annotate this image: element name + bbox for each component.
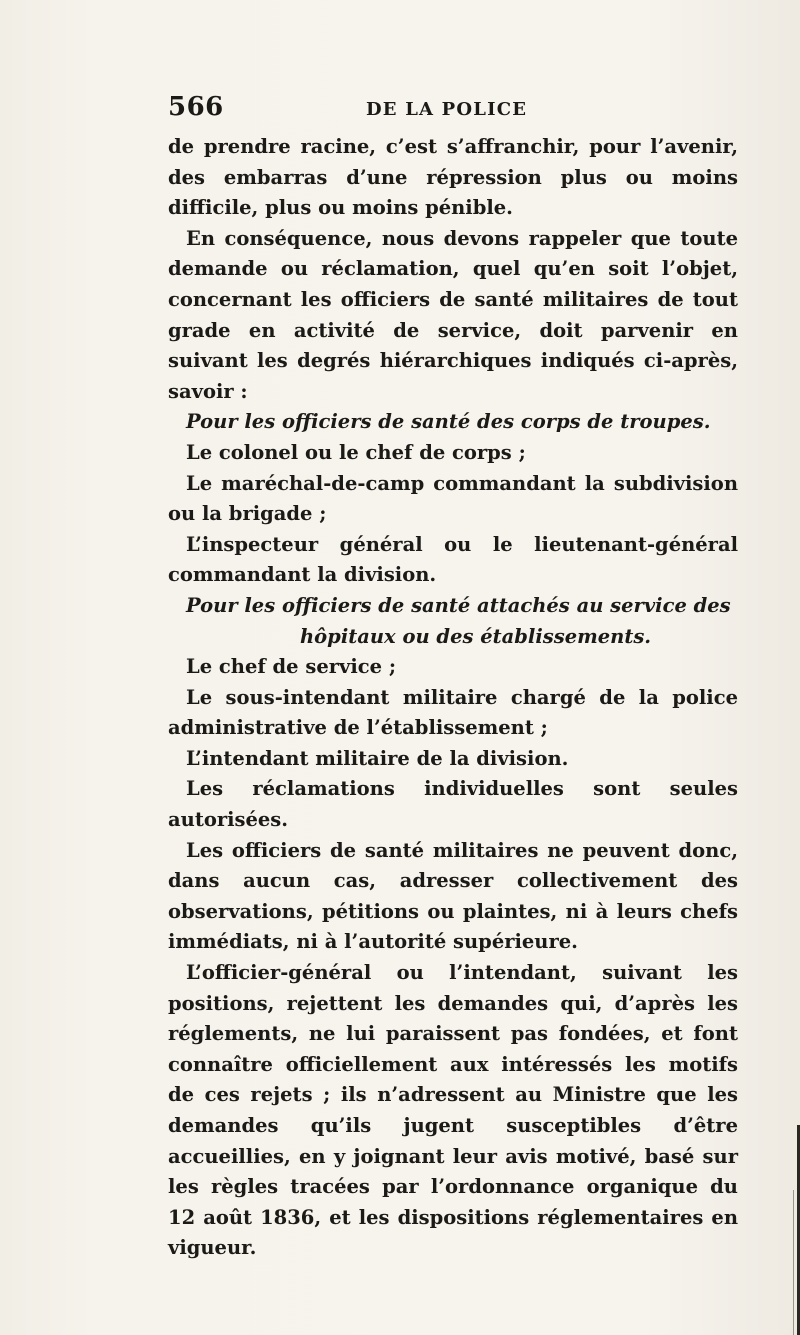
- paragraph-reclamations: Les réclamations individuelles sont seules autorisées.: [168, 777, 738, 832]
- paragraph-intro: de prendre racine, c’est s’affranchir, pour l’avenir, des embarras d’une répression plus ou moins difficile, plus ou moins pénible.: [168, 135, 738, 220]
- list-item-intendant: L’intendant militaire de la division.: [186, 746, 569, 770]
- running-head: DE LA POLICE: [366, 99, 528, 120]
- page-number: 566: [168, 92, 224, 122]
- list-item-sous-intendant: Le sous-intendant militaire chargé de la police administrative de l’établissement ;: [168, 685, 738, 740]
- list-item-inspecteur: L’inspecteur général ou le lieutenant-général commandant la division.: [168, 532, 738, 587]
- page-header: [168, 92, 728, 122]
- paragraph-officier-general: L’officier-général ou l’intendant, suivant les positions, rejettent les demandes qui, d’après les réglements, ne lui paraissent pas fondées, et font connaître officiellement aux intéressés les motifs de ces rejets ; ils n’adressent au Ministre que les demandes qu’ils jugent susceptibles d’être accueillies, en y joignant leur avis motivé, basé sur les règles tracées par l’ordonnance organique du 12 août 1836, et les dispositions réglementaires en vigueur.: [168, 961, 738, 1260]
- body-text: [168, 132, 738, 1264]
- list-item-chef-service: Le chef de service ;: [186, 655, 397, 679]
- section-heading-troupes: Pour les officiers de santé des corps de troupes.: [186, 410, 711, 434]
- list-item-colonel: Le colonel ou le chef de corps ;: [186, 440, 526, 464]
- paragraph-consequence: En conséquence, nous devons rappeler que toute demande ou réclamation, quel qu’en soit l’objet, concernant les officiers de santé militaires de tout grade en activité de service, doit parvenir en suivant les degrés hiérarchiques indiqués ci-après, savoir :: [168, 226, 738, 403]
- paragraph-officiers: Les officiers de santé militaires ne peuvent donc, dans aucun cas, adresser collectivement des observations, pétitions ou plaintes, ni à leurs chefs immédiats, ni à l’autorité supérieure.: [168, 838, 738, 954]
- section-heading-hopitaux-line1: Pour les officiers de santé attachés au service des: [186, 593, 731, 617]
- list-item-marechal: Le maréchal-de-camp commandant la subdivision ou la brigade ;: [168, 471, 738, 526]
- section-heading-hopitaux-line2: hôpitaux ou des établissements.: [300, 624, 652, 648]
- section-heading-hopitaux: [168, 591, 738, 652]
- page-edge-line: [793, 1190, 794, 1335]
